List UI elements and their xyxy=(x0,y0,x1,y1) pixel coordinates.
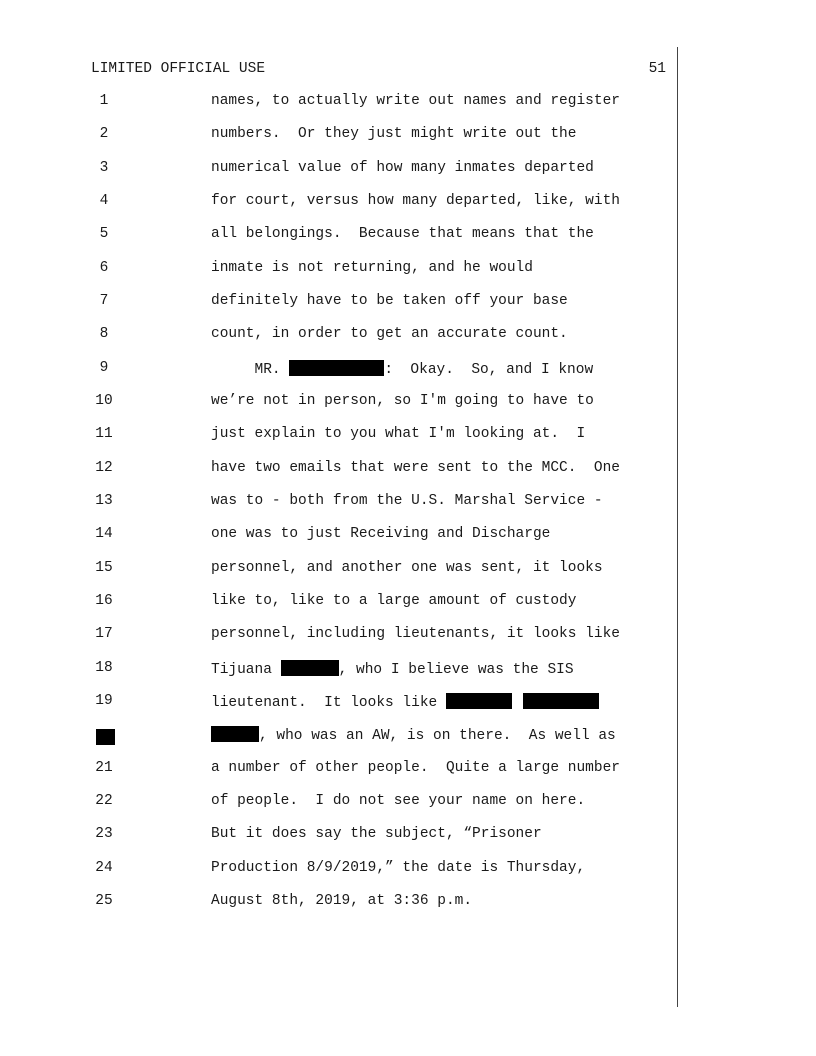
line-number: 23 xyxy=(95,826,113,842)
redaction-box xyxy=(289,360,384,376)
line-text: just explain to you what I'm looking at. I xyxy=(211,426,586,442)
line-number: 5 xyxy=(99,226,109,242)
line-text xyxy=(211,360,593,378)
line-text: all belongings. Because that means that the xyxy=(211,226,594,242)
line-number: 16 xyxy=(95,593,113,609)
line-text: count, in order to get an accurate count. xyxy=(211,326,568,342)
transcript-line xyxy=(0,226,816,250)
line-number: 21 xyxy=(95,760,113,776)
line-text: definitely have to be taken off your base xyxy=(211,293,568,309)
line-number: 24 xyxy=(95,860,113,876)
line-text: have two emails that were sent to the MCC. One xyxy=(211,460,620,476)
redaction-box xyxy=(281,660,339,676)
page-number: 51 xyxy=(648,61,666,77)
transcript-line xyxy=(0,826,816,850)
line-number: 7 xyxy=(99,293,109,309)
line-text: personnel, including lieutenants, it looks like xyxy=(211,626,620,642)
line-text-part: lieutenant. It looks like xyxy=(211,695,446,711)
transcript-line xyxy=(0,660,816,684)
transcript-line xyxy=(0,893,816,917)
line-number: 13 xyxy=(95,493,113,509)
classification-header: LIMITED OFFICIAL USE xyxy=(91,61,266,77)
line-number: 17 xyxy=(95,626,113,642)
line-text: a number of other people. Quite a large number xyxy=(211,760,620,776)
transcript-line xyxy=(0,126,816,150)
line-number: 14 xyxy=(95,526,113,542)
transcript-line xyxy=(0,526,816,550)
transcript-line xyxy=(0,760,816,784)
line-text-part: , who I believe was the SIS xyxy=(338,662,574,678)
line-number: 3 xyxy=(99,160,109,176)
line-number: 19 xyxy=(95,693,113,709)
line-number: 25 xyxy=(95,893,113,909)
line-number: 15 xyxy=(95,560,113,576)
line-text: But it does say the subject, “Prisoner xyxy=(211,826,542,842)
line-number: 1 xyxy=(99,93,109,109)
line-number: 6 xyxy=(99,260,109,276)
line-text-part: , who was an AW, is on there. As well as xyxy=(259,728,616,744)
transcript-line xyxy=(0,426,816,450)
redaction-box xyxy=(211,726,259,742)
transcript-line xyxy=(0,160,816,184)
line-number: 22 xyxy=(95,793,113,809)
line-text-part: MR. xyxy=(211,362,290,378)
line-text: names, to actually write out names and register xyxy=(211,93,620,109)
line-text: for court, versus how many departed, like, with xyxy=(211,193,620,209)
transcript-line xyxy=(0,593,816,617)
transcript-line xyxy=(0,860,816,884)
transcript-line xyxy=(0,493,816,517)
line-number: 9 xyxy=(99,360,109,376)
transcript-line xyxy=(0,626,816,650)
line-text: August 8th, 2019, at 3:36 p.m. xyxy=(211,893,473,909)
line-number: 11 xyxy=(95,426,113,442)
line-text: inmate is not returning, and he would xyxy=(211,260,533,276)
line-text: numbers. Or they just might write out the xyxy=(211,126,577,142)
line-number: 10 xyxy=(95,393,113,409)
transcript-line xyxy=(0,560,816,584)
line-number: 8 xyxy=(99,326,109,342)
transcript-line xyxy=(0,726,816,750)
line-text: like to, like to a large amount of custody xyxy=(211,593,577,609)
line-text: numerical value of how many inmates departed xyxy=(211,160,594,176)
line-text: personnel, and another one was sent, it looks xyxy=(211,560,603,576)
redaction-box xyxy=(523,693,599,709)
line-text-part: Tijuana xyxy=(211,662,281,678)
line-number: 2 xyxy=(99,126,109,142)
line-text: of people. I do not see your name on here. xyxy=(211,793,586,809)
line-text xyxy=(211,726,616,744)
line-text: we’re not in person, so I'm going to have to xyxy=(211,393,594,409)
line-text: one was to just Receiving and Discharge xyxy=(211,526,551,542)
transcript-line xyxy=(0,293,816,317)
line-number: 18 xyxy=(95,660,113,676)
line-text: was to - both from the U.S. Marshal Service - xyxy=(211,493,603,509)
transcript-line xyxy=(0,793,816,817)
line-text xyxy=(211,660,574,678)
transcript-line xyxy=(0,193,816,217)
transcript-line xyxy=(0,460,816,484)
redaction-box xyxy=(96,729,115,745)
line-text: Production 8/9/2019,” the date is Thursday, xyxy=(211,860,586,876)
transcript-line xyxy=(0,260,816,284)
transcript-line xyxy=(0,93,816,117)
transcript-line xyxy=(0,360,816,384)
transcript-line xyxy=(0,393,816,417)
line-text-part: : Okay. So, and I know xyxy=(384,362,594,378)
line-number: 12 xyxy=(95,460,113,476)
line-number: 4 xyxy=(99,193,109,209)
transcript-line xyxy=(0,326,816,350)
line-text xyxy=(211,693,599,711)
redaction-box xyxy=(446,693,512,709)
transcript-line xyxy=(0,693,816,717)
